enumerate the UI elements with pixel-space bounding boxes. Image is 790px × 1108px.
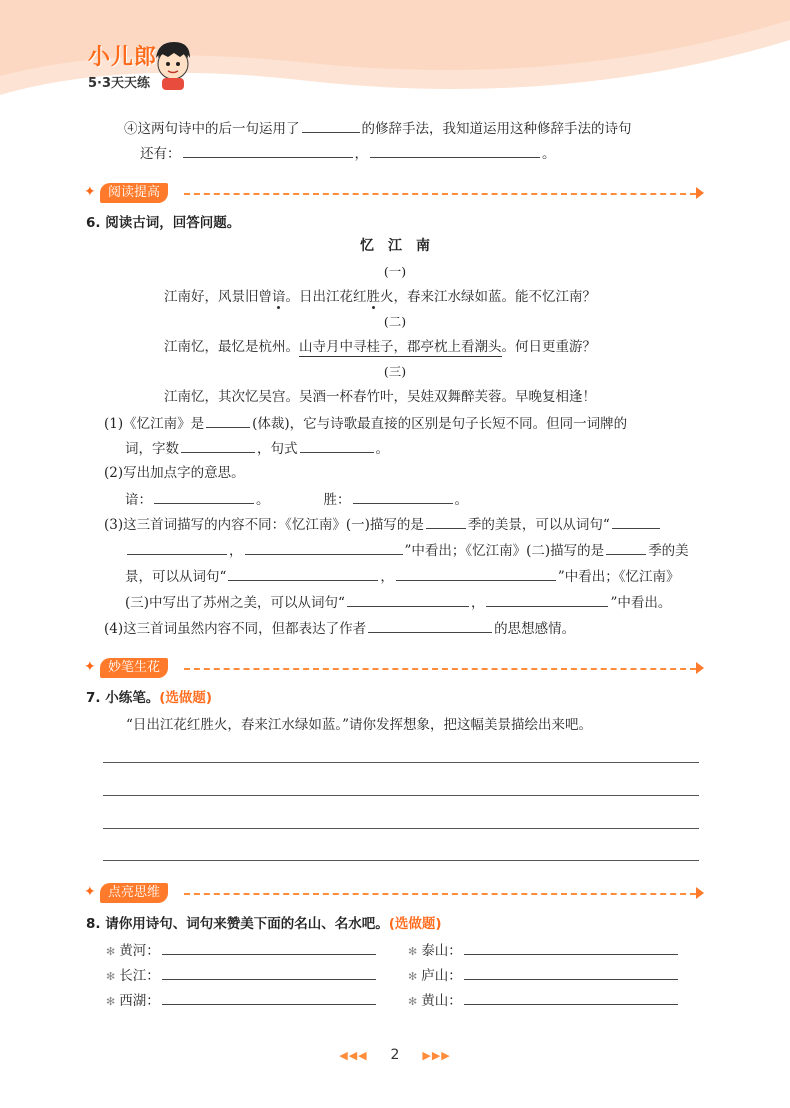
writing-line[interactable]	[103, 795, 699, 796]
q6-sub4-text-a: (4)这三首词虽然内容不同，但都表达了作者	[104, 621, 367, 637]
answer-blank[interactable]	[162, 940, 376, 955]
arrow-icon	[696, 662, 704, 674]
answer-blank[interactable]	[464, 990, 678, 1005]
poem-2-text-b: 。何日更重游？	[501, 339, 596, 355]
answer-blank[interactable]	[162, 965, 376, 980]
prev-arrows-icon: ◀◀◀	[339, 1049, 368, 1062]
answer-blank[interactable]	[396, 566, 556, 581]
q8-title: 8. 请你用诗句、词句来赞美下面的名山、名水吧。	[86, 916, 389, 932]
q8-item-huanghe	[106, 940, 378, 962]
mascot-icon	[150, 38, 196, 90]
arrow-icon	[696, 887, 704, 899]
section-divider	[184, 668, 696, 670]
poem-title: 忆 江 南	[360, 238, 430, 254]
page-footer	[0, 1047, 790, 1063]
answer-blank[interactable]	[127, 540, 227, 555]
answer-blank[interactable]	[154, 489, 254, 504]
writing-line[interactable]	[103, 762, 699, 763]
section-icon: ✦	[84, 884, 96, 900]
section-icon: ✦	[84, 184, 96, 200]
section-title: 妙笔生花	[100, 658, 168, 678]
section-header-thinking	[84, 883, 704, 903]
poem-1-text-c: 火，春来江水绿如蓝。能不忆江南？	[380, 289, 596, 305]
q6-sub4-text-b: 的思想感情。	[494, 621, 576, 637]
q6-sub2-label-an: 谙：	[125, 492, 152, 508]
poem-part-label-3: (三)	[383, 364, 407, 379]
writing-line[interactable]	[103, 828, 699, 829]
poem-part-label-1: (一)	[383, 264, 407, 279]
q6-sub3-text-e: 景，可以从词句“	[125, 569, 227, 585]
q6-sub3-line3	[125, 566, 680, 587]
answer-blank[interactable]	[464, 940, 678, 955]
poem-part-3: 江南忆，其次忆吴宫。吴酒一杯春竹叶，吴娃双舞醉芙蓉。早晚复相逢！	[164, 389, 596, 405]
brand-name: 小儿郎	[88, 45, 158, 70]
poem-part-1	[164, 287, 596, 307]
section-header-writing	[84, 658, 704, 678]
section-title: 点亮思维	[100, 883, 168, 903]
period: 。	[454, 492, 468, 508]
bullet-icon: ✻	[106, 995, 116, 1008]
q5-item4-text-c: 还有：	[140, 146, 181, 162]
answer-blank[interactable]	[206, 413, 250, 428]
q6-sub3-text-d: 季的美	[648, 543, 689, 559]
q8-item-taishan	[408, 940, 680, 962]
q8-label: 泰山：	[421, 943, 462, 959]
dotted-char-an: 谙	[272, 289, 286, 305]
q8-label: 西湖：	[119, 993, 160, 1009]
q5-item4-text-a: ④这两句诗中的后一句运用了	[124, 121, 300, 137]
q6-sub3-text-g: (三)中写出了苏州之美，可以从词句“	[125, 595, 345, 611]
underlined-verse: 山寺月中寻桂子，郡亭枕上看潮头	[299, 339, 502, 355]
q6-sub2-answers	[125, 489, 468, 510]
answer-blank[interactable]	[181, 438, 255, 453]
next-arrows-icon: ▶▶▶	[422, 1049, 451, 1062]
comma: ，	[470, 595, 485, 611]
logo	[88, 40, 157, 91]
bullet-icon: ✻	[106, 970, 116, 983]
series-name: 5·3天天练	[88, 76, 151, 91]
poem-2-text-a: 江南忆，最忆是杭州。	[164, 339, 299, 355]
answer-blank[interactable]	[426, 514, 466, 529]
q8-item-lushan	[408, 965, 680, 987]
q8-title-row	[86, 914, 442, 934]
q6-sub3-text-b: 季的美景，可以从词句“	[467, 517, 610, 533]
period: 。	[256, 492, 270, 508]
bullet-icon: ✻	[408, 995, 418, 1008]
section-header-reading	[84, 183, 704, 203]
answer-blank[interactable]	[606, 540, 646, 555]
q6-title: 6. 阅读古词，回答问题。	[86, 215, 241, 231]
q6-sub3-text-h: ”中看出。	[610, 595, 672, 611]
answer-blank[interactable]	[302, 118, 360, 133]
q7-prompt: “日出江花红胜火，春来江水绿如蓝。”请你发挥想象，把这幅美景描绘出来吧。	[126, 717, 593, 733]
comma: ，	[229, 543, 243, 559]
q6-sub2: (2)写出加点字的意思。	[104, 465, 245, 481]
q6-sub3-line4	[125, 592, 671, 613]
q6-sub1-text-c: 词，字数	[125, 441, 179, 457]
section-icon: ✦	[84, 659, 96, 675]
poem-part-label-2: (二)	[383, 314, 407, 329]
answer-blank[interactable]	[486, 592, 608, 607]
q6-sub3-text-f: ”中看出；《忆江南》	[557, 569, 680, 585]
q6-sub1-text-e: 。	[375, 441, 389, 457]
comma: ，	[354, 146, 368, 162]
q8-item-huangshan	[408, 990, 680, 1012]
q8-label: 长江：	[119, 968, 160, 984]
answer-blank[interactable]	[464, 965, 678, 980]
q6-sub2-label-sheng: 胜：	[323, 492, 351, 508]
q5-item4-line1	[124, 118, 632, 139]
answer-blank[interactable]	[245, 540, 403, 555]
q8-label: 黄山：	[421, 993, 462, 1009]
answer-blank[interactable]	[228, 566, 378, 581]
q6-sub3-text-c: ”中看出；《忆江南》(二)描写的是	[404, 543, 605, 559]
q6-sub3-line1	[104, 514, 662, 535]
q8-label: 庐山：	[421, 968, 462, 984]
page-number: 2	[390, 1047, 400, 1063]
bullet-icon: ✻	[408, 970, 418, 983]
section-divider	[184, 893, 696, 895]
bullet-icon: ✻	[408, 945, 418, 958]
period: 。	[542, 146, 556, 162]
section-divider	[184, 193, 696, 195]
poem-part-2	[164, 337, 596, 357]
q6-sub1-line1	[104, 413, 627, 434]
q5-item4-text-b: 的修辞手法，我知道运用这种修辞手法的诗句	[361, 121, 632, 137]
q8-item-changjiang	[106, 965, 378, 987]
q6-sub1-text-d: ，句式	[257, 441, 298, 457]
q6-sub4	[104, 618, 575, 639]
poem-1-text-b: 。日出江花红	[285, 289, 367, 305]
answer-blank[interactable]	[368, 618, 492, 633]
bullet-icon: ✻	[106, 945, 116, 958]
answer-blank[interactable]	[300, 438, 374, 453]
dotted-char-sheng: 胜	[366, 289, 380, 305]
q8-label: 黄河：	[119, 943, 160, 959]
answer-blank[interactable]	[347, 592, 469, 607]
answer-blank[interactable]	[370, 143, 540, 158]
q6-sub3-text-a: (3)这三首词描写的内容不同：《忆江南》(一)描写的是	[104, 517, 424, 533]
answer-blank[interactable]	[612, 514, 660, 529]
q6-sub1-text-b: (体裁)，它与诗歌最直接的区别是句子长短不同。但同一词牌的	[252, 416, 628, 432]
q6-sub3-line2	[125, 540, 689, 561]
section-title: 阅读提高	[100, 183, 168, 203]
answer-blank[interactable]	[353, 489, 453, 504]
q6-sub1-text-a: (1)《忆江南》是	[104, 416, 205, 432]
answer-blank[interactable]	[183, 143, 353, 158]
poem-1-text-a: 江南好，风景旧曾	[164, 289, 272, 305]
optional-tag: (选做题)	[159, 690, 213, 706]
writing-line[interactable]	[103, 860, 699, 861]
q7-title-row	[86, 688, 212, 708]
comma: ，	[380, 569, 394, 585]
answer-blank[interactable]	[162, 990, 376, 1005]
q5-item4-line2	[140, 143, 556, 164]
optional-tag: (选做题)	[388, 916, 442, 932]
q8-item-xihu	[106, 990, 378, 1012]
arrow-icon	[696, 187, 704, 199]
q7-title: 7. 小练笔。	[86, 690, 160, 706]
q6-sub1-line2	[125, 438, 389, 459]
